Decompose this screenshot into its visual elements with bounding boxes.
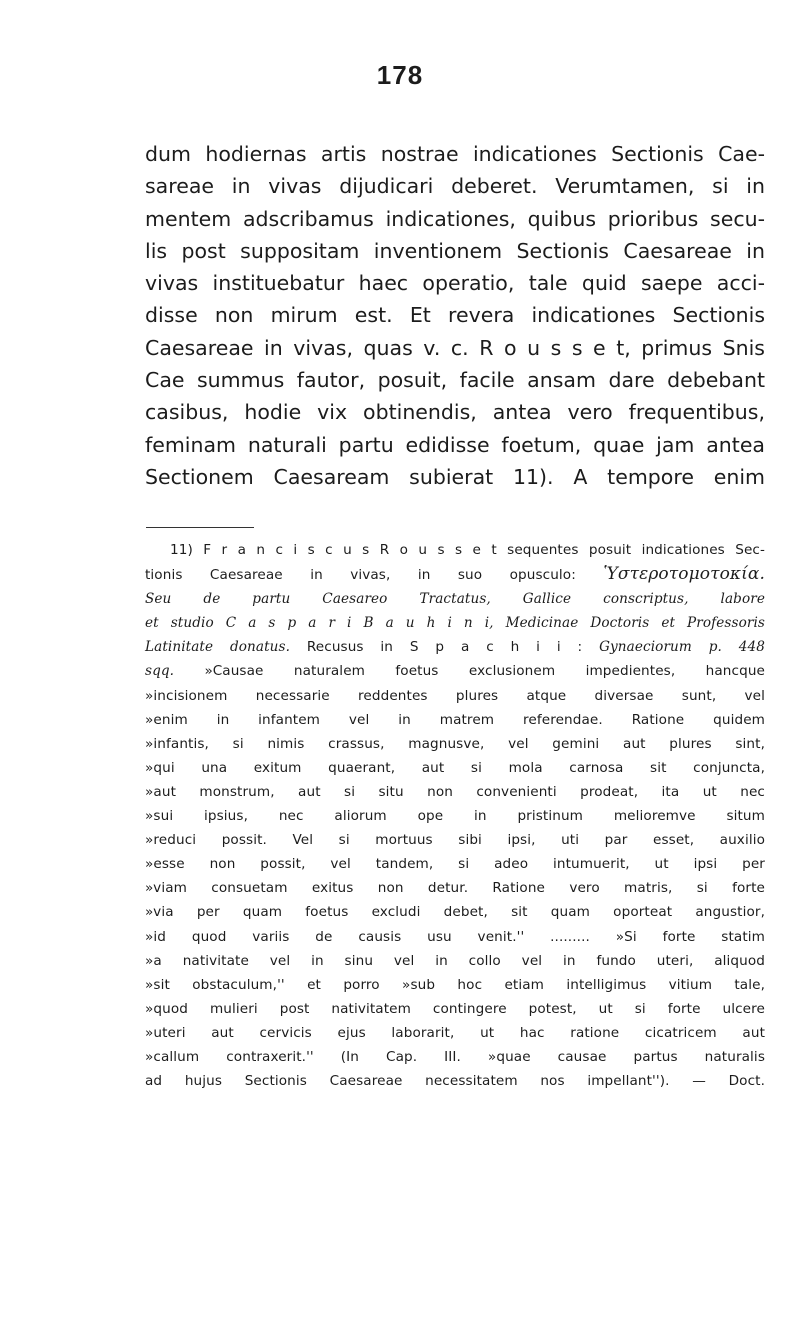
footnote-line: »sit obstaculum,'' et porro »sub hoc etiam intelligimus vitium tale, <box>145 976 765 993</box>
footnote-line <box>145 659 765 683</box>
footnote-line: et studio C a s p a r i B a u h i n i, Medicinae Doctoris et Professoris <box>145 615 765 632</box>
main-text-block <box>145 138 765 493</box>
footnote-line: »a nativitate vel in sinu vel in collo vel in fundo uteri, aliquod <box>145 952 765 969</box>
main-text-line: lis post suppositam inventionem Sectionis Caesareae in <box>145 238 765 263</box>
footnote-text: »Causae naturalem foetus exclusionem impedientes, hancque <box>204 663 765 680</box>
footnote-line: »incisionem necessarie reddentes plures atque diversae sunt, vel <box>145 687 765 704</box>
main-text-line: Caesareae in vivas, quas v. c. R o u s s e t, primus Snis <box>145 335 765 360</box>
footnote-line: »via per quam foetus excludi debet, sit quam oporteat angustior, <box>145 904 765 921</box>
footnote-line: »reduci possit. Vel si mortuus sibi ipsi, uti par esset, auxilio <box>145 832 765 849</box>
footnote-line: »esse non possit, vel tandem, si adeo intumuerit, ut ipsi per <box>145 856 765 873</box>
footnote-line: »quod mulieri post nativitatem contingere potest, ut si forte ulcere <box>145 1000 765 1017</box>
footnote-line: »enim in infantem vel in matrem referendae. Ratione quidem <box>145 711 765 728</box>
footnote-text: tionis Caesareae in vivas, in suo opusculo: <box>145 567 576 584</box>
footnote-italic-text: Gynaeciorum p. 448 <box>599 639 766 656</box>
page-number: 178 <box>376 60 424 90</box>
footnote-line: ad hujus Sectionis Caesareae necessitatem nos impellant''). — Doct. <box>145 1073 765 1090</box>
footnote-line <box>145 562 765 587</box>
main-text-line: casibus, hodie vix obtinendis, antea vero frequentibus, <box>145 400 765 425</box>
footnote-block <box>145 538 765 1093</box>
main-text-line: vivas instituebatur haec operatio, tale quid saepe acci- <box>145 271 765 296</box>
main-text-line: feminam naturali partu edidisse foetum, quae jam antea <box>145 432 765 457</box>
footnote-text: Recusus in S p a c h i i : <box>306 639 583 656</box>
main-text-line: Cae summus fautor, posuit, facile ansam dare debebant <box>145 368 765 393</box>
footnote-line: »viam consuetam exitus non detur. Ratione vero matris, si forte <box>145 880 765 897</box>
main-text-line: disse non mirum est. Et revera indicationes Sectionis <box>145 303 765 328</box>
footnote-line <box>145 635 765 659</box>
footnote-separator-rule <box>146 527 254 528</box>
footnote-italic-text: Latinitate donatus. <box>145 639 291 656</box>
main-text-line: mentem adscribamus indicationes, quibus prioribus secu- <box>145 206 765 231</box>
main-text-line: dum hodiernas artis nostrae indicationes Sectionis Cae- <box>145 142 765 166</box>
main-text-line: Sectionem Caesaream subierat 11). A tempore enim <box>145 464 765 489</box>
greek-title: Ὑστεροτομοτοκία. <box>603 564 766 585</box>
footnote-line: 11) F r a n c i s c u s R o u s s e t sequentes posuit indicationes Sec- <box>170 542 765 558</box>
footnote-line: »sui ipsius, nec aliorum ope in pristinum melioremve situm <box>145 808 765 825</box>
footnote-line: »aut monstrum, aut si situ non convenienti prodeat, ita ut nec <box>145 783 765 800</box>
footnote-line: »infantis, si nimis crassus, magnusve, vel gemini aut plures sint, <box>145 735 765 752</box>
footnote-line: Seu de partu Caesareo Tractatus, Gallice conscriptus, labore <box>145 591 765 608</box>
main-text-line: sareae in vivas dijudicari deberet. Verumtamen, si in <box>145 174 765 199</box>
footnote-line: »uteri aut cervicis ejus laborarit, ut hac ratione cicatricem aut <box>145 1024 765 1041</box>
footnote-line: »qui una exitum quaerant, aut si mola carnosa sit conjuncta, <box>145 759 765 776</box>
footnote-italic-text: sqq. <box>145 663 175 680</box>
footnote-line: »callum contraxerit.'' (In Cap. III. »quae causae partus naturalis <box>145 1048 765 1065</box>
footnote-line: »id quod variis de causis usu venit.'' ......... »Si forte statim <box>145 928 765 945</box>
